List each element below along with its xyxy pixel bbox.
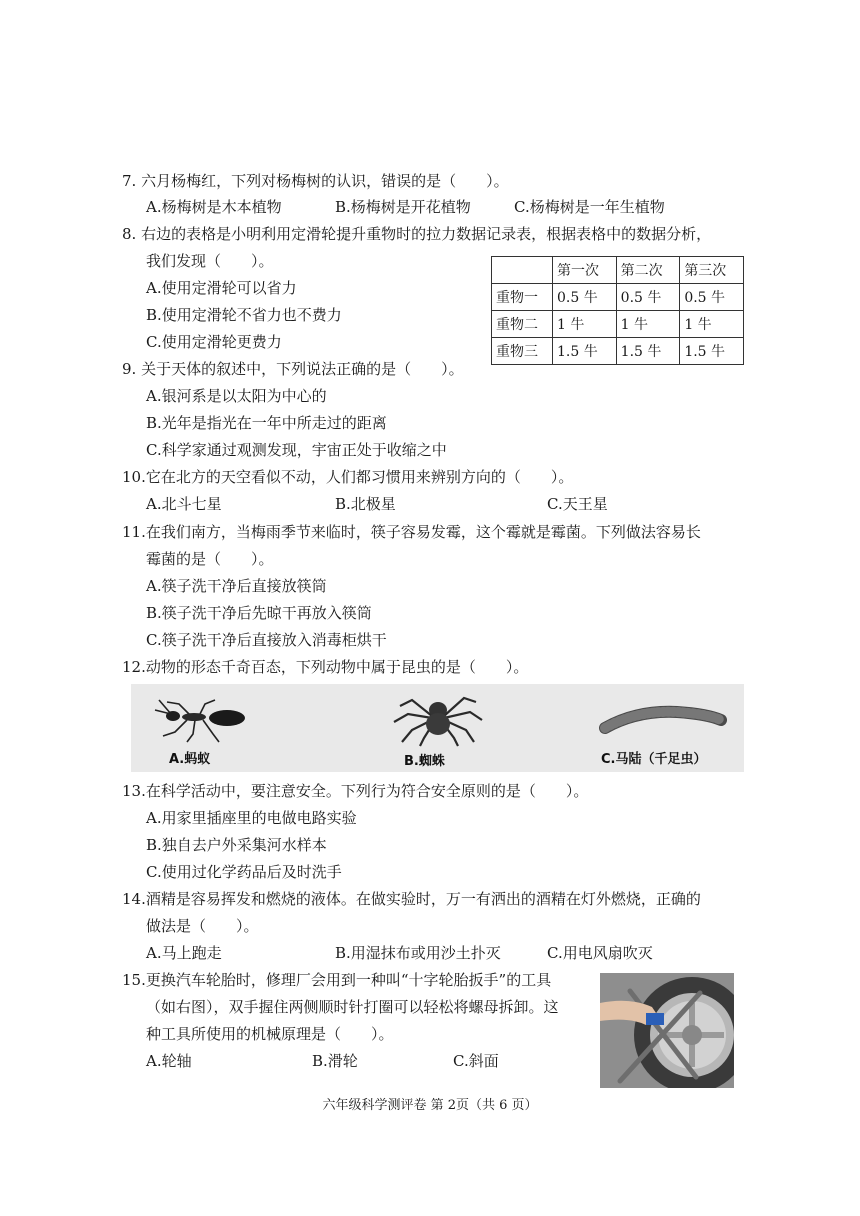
table-header-cell <box>492 257 553 284</box>
option-a: A.杨梅树是木本植物 <box>146 198 282 216</box>
table-cell: 1 牛 <box>616 311 680 338</box>
question-12-stem: 12.动物的形态千奇百态，下列动物中属于昆虫的是（ ）。 <box>122 658 529 676</box>
option-c: C.杨梅树是一年生植物 <box>514 198 665 216</box>
question-8-stem-line1: 8. 右边的表格是小明利用定滑轮提升重物时的拉力数据记录表，根据表格中的数据分析， <box>122 225 712 243</box>
table-row <box>492 338 744 365</box>
question-8-option-a: A.使用定滑轮可以省力 <box>146 279 297 297</box>
question-13-stem: 13.在科学活动中，要注意安全。下列行为符合安全原则的是（ ）。 <box>122 782 589 800</box>
question-13-option-c: C.使用过化学药品后及时洗手 <box>146 863 342 881</box>
cross-wrench-photo <box>600 973 734 1088</box>
page-footer: 六年级科学测评卷 第 2页（共 6 页） <box>322 1098 538 1113</box>
question-7-stem: 7. 六月杨梅红，下列对杨梅树的认识，错误的是（ ）。 <box>122 172 509 190</box>
question-14-stem-line2: 做法是（ ）。 <box>146 917 259 935</box>
question-10-options <box>146 494 646 514</box>
question-8-stem-line2: 我们发现（ ）。 <box>146 252 274 270</box>
option-a: A.轮轴 <box>146 1052 192 1070</box>
table-cell: 0.5 牛 <box>553 284 617 311</box>
table-header-row <box>492 257 744 284</box>
table-header-cell: 第三次 <box>680 257 744 284</box>
question-15-stem-line1: 15.更换汽车轮胎时，修理厂会用到一种叫“十字轮胎扳手”的工具 <box>122 971 552 989</box>
tire-wrench-icon <box>600 973 734 1088</box>
table-cell: 1 牛 <box>553 311 617 338</box>
question-9-option-b: B.光年是指光在一年中所走过的距离 <box>146 414 387 432</box>
table-cell: 1.5 牛 <box>553 338 617 365</box>
option-a: A.马上跑走 <box>146 944 222 962</box>
question-11-stem-line1: 11.在我们南方，当梅雨季节来临时，筷子容易发霉，这个霉就是霉菌。下列做法容易长 <box>122 523 701 541</box>
question-11-option-c: C.筷子洗干净后直接放入消毒柜烘干 <box>146 631 387 649</box>
table-row <box>492 311 744 338</box>
question-7-options <box>146 197 706 217</box>
table-cell: 0.5 牛 <box>616 284 680 311</box>
question-15-stem-line3: 种工具所使用的机械原理是（ ）。 <box>146 1025 394 1043</box>
option-c: C.用电风扇吹灭 <box>547 944 653 962</box>
spider-image <box>378 688 498 748</box>
option-b: B.杨梅树是开花植物 <box>335 198 471 216</box>
ant-image <box>149 690 269 744</box>
question-15-stem-line2: （如右图），双手握住两侧顺时针打圈可以轻松将螺母拆卸。这 <box>146 998 559 1016</box>
table-header-cell: 第一次 <box>553 257 617 284</box>
millipede-image <box>597 700 727 740</box>
question-13-option-a: A.用家里插座里的电做电路实验 <box>146 809 357 827</box>
table-row <box>492 284 744 311</box>
question-8-option-b: B.使用定滑轮不省力也不费力 <box>146 306 342 324</box>
table-cell: 1.5 牛 <box>616 338 680 365</box>
option-b: B.北极星 <box>335 495 396 513</box>
question-11-stem-line2: 霉菌的是（ ）。 <box>146 550 274 568</box>
table-cell: 重物三 <box>492 338 553 365</box>
pulley-force-table <box>491 256 744 365</box>
table-cell: 1 牛 <box>680 311 744 338</box>
question-8-option-c: C.使用定滑轮更费力 <box>146 333 282 351</box>
option-c: C.斜面 <box>453 1052 499 1070</box>
question-14-stem-line1: 14.酒精是容易挥发和燃烧的液体。在做实验时，万一有洒出的酒精在灯外燃烧，正确的 <box>122 890 701 908</box>
spider-label: B.蜘蛛 <box>404 754 445 769</box>
ant-label: A.蚂蚁 <box>169 752 211 767</box>
question-11-option-a: A.筷子洗干净后直接放筷筒 <box>146 577 327 595</box>
table-cell: 0.5 牛 <box>680 284 744 311</box>
question-11-option-b: B.筷子洗干净后先晾干再放入筷筒 <box>146 604 372 622</box>
question-14-options <box>146 943 706 963</box>
table-cell: 重物一 <box>492 284 553 311</box>
option-c: C.天王星 <box>547 495 608 513</box>
question-9-option-c: C.科学家通过观测发现，宇宙正处于收缩之中 <box>146 441 447 459</box>
question-15-options <box>146 1051 546 1071</box>
question-9-stem: 9. 关于天体的叙述中，下列说法正确的是（ ）。 <box>122 360 464 378</box>
millipede-label: C.马陆（千足虫） <box>601 752 707 767</box>
question-9-option-a: A.银河系是以太阳为中心的 <box>146 387 327 405</box>
option-b: B.滑轮 <box>312 1052 358 1070</box>
option-b: B.用湿抹布或用沙土扑灭 <box>335 944 501 962</box>
question-10-stem: 10.它在北方的天空看似不动，人们都习惯用来辨别方向的（ ）。 <box>122 468 574 486</box>
question-13-option-b: B.独自去户外采集河水样本 <box>146 836 327 854</box>
table-cell: 重物二 <box>492 311 553 338</box>
option-a: A.北斗七星 <box>146 495 222 513</box>
table-header-cell: 第二次 <box>616 257 680 284</box>
animal-images-strip <box>131 684 744 772</box>
table-cell: 1.5 牛 <box>680 338 744 365</box>
